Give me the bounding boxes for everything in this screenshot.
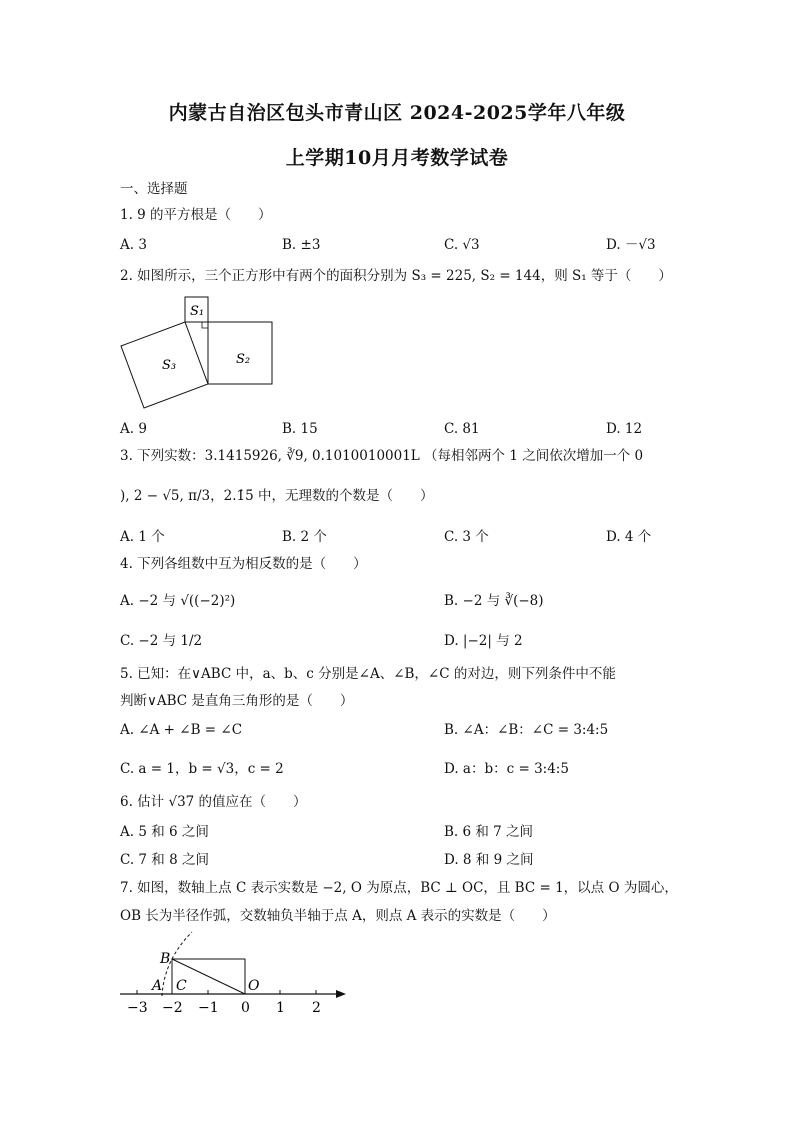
label-s3: S₃ — [162, 358, 177, 373]
q3-option-c: C. 3 个 — [444, 529, 489, 545]
q4-option-a: A. −2 与 √((−2)²) — [120, 593, 236, 609]
q1-stem: 1. 9 的平方根是（ ） — [120, 207, 272, 223]
tick-label: −2 — [162, 1000, 183, 1016]
section-heading: 一、选择题 — [120, 181, 188, 197]
q2-option-c: C. 81 — [444, 421, 480, 437]
tick-label: −1 — [198, 1000, 219, 1016]
q5-stem-line2: 判断∨ABC 是直角三角形的是（ ） — [120, 693, 354, 709]
q7-stem-line2: OB 长为半径作弧，交数轴负半轴于点 A，则点 A 表示的实数是（ ） — [120, 908, 556, 924]
label-a: A — [152, 978, 163, 994]
axis-arrow — [336, 990, 346, 998]
q3-stem-line2: ), 2 − √5, π/3，2.1̇5̇ 中，无理数的个数是（ ） — [120, 488, 434, 504]
q1-option-d: D. －√3 — [606, 237, 656, 253]
q6-stem: 6. 估计 √37 的值应在（ ） — [120, 794, 307, 810]
q7-stem-line1: 7. 如图，数轴上点 C 表示实数是 −2, O 为原点，BC ⊥ OC，且 BC = 1，以点 O 为圆心， — [120, 880, 678, 896]
q6-option-a: A. 5 和 6 之间 — [120, 824, 209, 840]
q5-option-a: A. ∠A + ∠B = ∠C — [120, 722, 243, 738]
q5-option-c: C. a = 1，b = √3，c = 2 — [120, 761, 284, 777]
q1-option-b: B. ±3 — [282, 237, 321, 253]
q2-stem: 2. 如图所示，三个正方形中有两个的面积分别为 S₃ = 225, S₂ = 144，则 S₁ 等于（ ） — [120, 268, 672, 284]
tick-label: 0 — [241, 1000, 250, 1016]
q3-stem-line1: 3. 下列实数：3.1415926, ∛9, 0.1010010001L （每相邻两个 1 之间依次增加一个 0 — [120, 448, 644, 464]
q5-stem-line1: 5. 已知：在∨ABC 中，a、b、c 分别是∠A、∠B，∠C 的对边，则下列条件中不能 — [120, 666, 616, 682]
q5-option-d: D. a：b：c = 3:4:5 — [444, 761, 569, 777]
tick-label: −3 — [127, 1000, 148, 1016]
q4-option-c: C. −2 与 1/2 — [120, 633, 203, 649]
q6-option-c: C. 7 和 8 之间 — [120, 852, 209, 868]
q2-option-a: A. 9 — [120, 421, 147, 437]
title-line2: 上学期10月月考数学试卷 — [285, 147, 509, 169]
q2-option-d: D. 12 — [606, 421, 643, 437]
q3-option-d: D. 4 个 — [606, 529, 652, 545]
q3-option-a: A. 1 个 — [120, 529, 165, 545]
tick-label: 2 — [312, 1000, 321, 1016]
q3-option-b: B. 2 个 — [282, 529, 327, 545]
q7-number-line-figure — [118, 930, 358, 1020]
q2-option-b: B. 15 — [282, 421, 318, 437]
q2-squares-figure — [118, 293, 278, 413]
label-b: B — [160, 951, 171, 967]
q1-option-c: C. √3 — [444, 237, 480, 253]
q1-option-a: A. 3 — [120, 237, 147, 253]
q4-stem: 4. 下列各组数中互为相反数的是（ ） — [120, 556, 367, 572]
label-s1: S₁ — [190, 304, 205, 319]
label-o: O — [248, 978, 260, 994]
label-s2: S₂ — [236, 352, 251, 367]
right-angle-mark — [202, 322, 208, 328]
tick-label: 1 — [276, 1000, 285, 1016]
q5-option-b: B. ∠A：∠B：∠C = 3:4:5 — [444, 722, 609, 738]
q6-option-d: D. 8 和 9 之间 — [444, 852, 534, 868]
title-line1: 内蒙古自治区包头市青山区 2024-2025学年八年级 — [168, 102, 626, 124]
label-c: C — [176, 978, 187, 994]
q4-option-d: D. |−2| 与 2 — [444, 633, 523, 649]
q6-option-b: B. 6 和 7 之间 — [444, 824, 534, 840]
q4-option-b: B. −2 与 ∛(−8) — [444, 593, 544, 609]
